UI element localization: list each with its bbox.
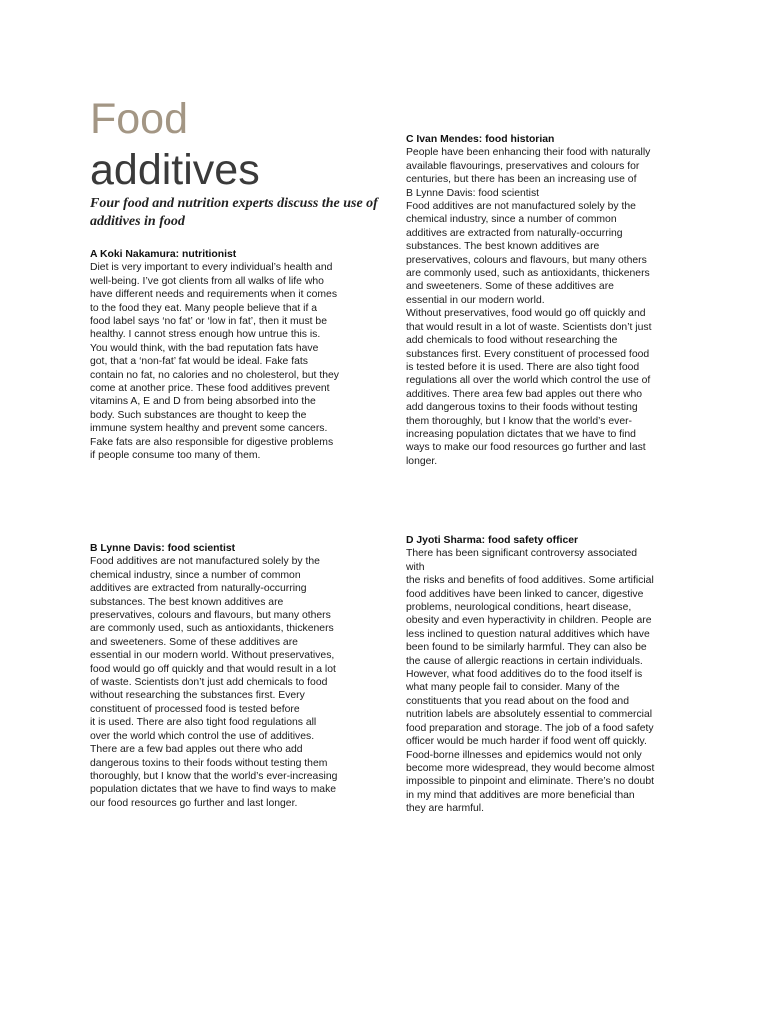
section-c-food-historian xyxy=(406,133,696,468)
section-heading: D Jyoti Sharma: food safety officer xyxy=(406,535,579,546)
section-a-nutritionist xyxy=(90,248,380,463)
section-body: People have been enhancing their food with naturally available flavourings, preservatives and colours for centuries, but there has been an increasing use of B Lynne Davis: food scientist Food additives are not manufactured solely by the chemical industry, since a number of common additives are extracted from naturally-occurring substances. The best known additives are preservatives, colours and flavours, but many others are commonly used, such as antioxidants, thickeners and sweeteners. Some of these additives are essential in our modern world. Without preservatives, food would go off quickly and that would result in a lot of waste. Scientists don’t just add chemicals to food without researching the substances first. Every constituent of processed food is tested before it is used. There are also tight food regulations all over the world which control the use of additives. There area few bad apples out there who add dangerous toxins to their foods without testing them thoroughly, but I know that the world’s ever- increasing population dictates that we have to find ways to make our food resources go further and last longer. xyxy=(406,147,652,467)
section-heading: B Lynne Davis: food scientist xyxy=(90,543,236,554)
section-body: Food additives are not manufactured solely by the chemical industry, since a number of common additives are extracted from naturally-occurring substances. The best known additives are preservatives, colours and flavours, but many others are commonly used, such as antioxidants, thickeners and sweeteners. Some of these additives are essential in our modern world. Without preservatives, food would go off quickly and that would result in a lot of waste. Scientists don’t just add chemicals to food without researching the substances first. Every constituent of processed food is tested before it is used. There are also tight food regulations all over the world which control the use of additives. There are a few bad apples out there who add dangerous toxins to their foods without testing them thoroughly, but I know that the world’s ever-increasing population dictates that we have to find ways to make our food resources go further and last longer. xyxy=(90,556,338,809)
section-b-food-scientist xyxy=(90,542,380,810)
section-heading: A Koki Nakamura: nutritionist xyxy=(90,249,237,260)
section-d-food-safety-officer xyxy=(406,534,696,816)
section-body: There has been significant controversy associated with the risks and benefits of food additives. Some artificial food additives have been linked to cancer, digestive problems, neurological conditions, heart disease, obesity and even hyperactivity in children. People are less inclined to question natural additives which have been found to be similarly harmful. They can also be the cause of allergic reactions in certain individuals. However, what food additives do to the food itself is what many people fail to consider. Many of the constituents that you read about on the food and nutrition labels are absolutely essential to commercial food preparation and storage. The job of a food safety officer would be much harder if food went off quickly. Food-borne illnesses and epidemics would not only become more widespread, they would become almost impossible to pinpoint and eliminate. There’s no doubt in my mind that additives are more beneficial than they are harmful. xyxy=(406,548,655,815)
title-line-food: Food xyxy=(90,95,189,143)
subtitle: Four food and nutrition experts discuss the use of additives in food xyxy=(90,196,378,229)
title-line-additives: additives xyxy=(90,146,260,194)
section-body: Diet is very important to every individual’s health and well-being. I’ve got clients from all walks of life who have different needs and requirements when it comes to the food they eat. Many people believe that if a food label says ‘no fat’ or ‘low in fat’, then it must be healthy. I cannot stress enough how untrue this is. You would think, with the bad reputation fats have got, that a ‘non-fat’ fat would be ideal. Fake fats contain no fat, no calories and no cholesterol, but they come at another price. These food additives prevent vitamins A, E and D from being absorbed into the body. Such substances are thought to keep the immune system healthy and prevent some cancers. Fake fats are also responsible for digestive problems if people consume too many of them. xyxy=(90,262,339,462)
section-heading: C Ivan Mendes: food historian xyxy=(406,134,555,145)
